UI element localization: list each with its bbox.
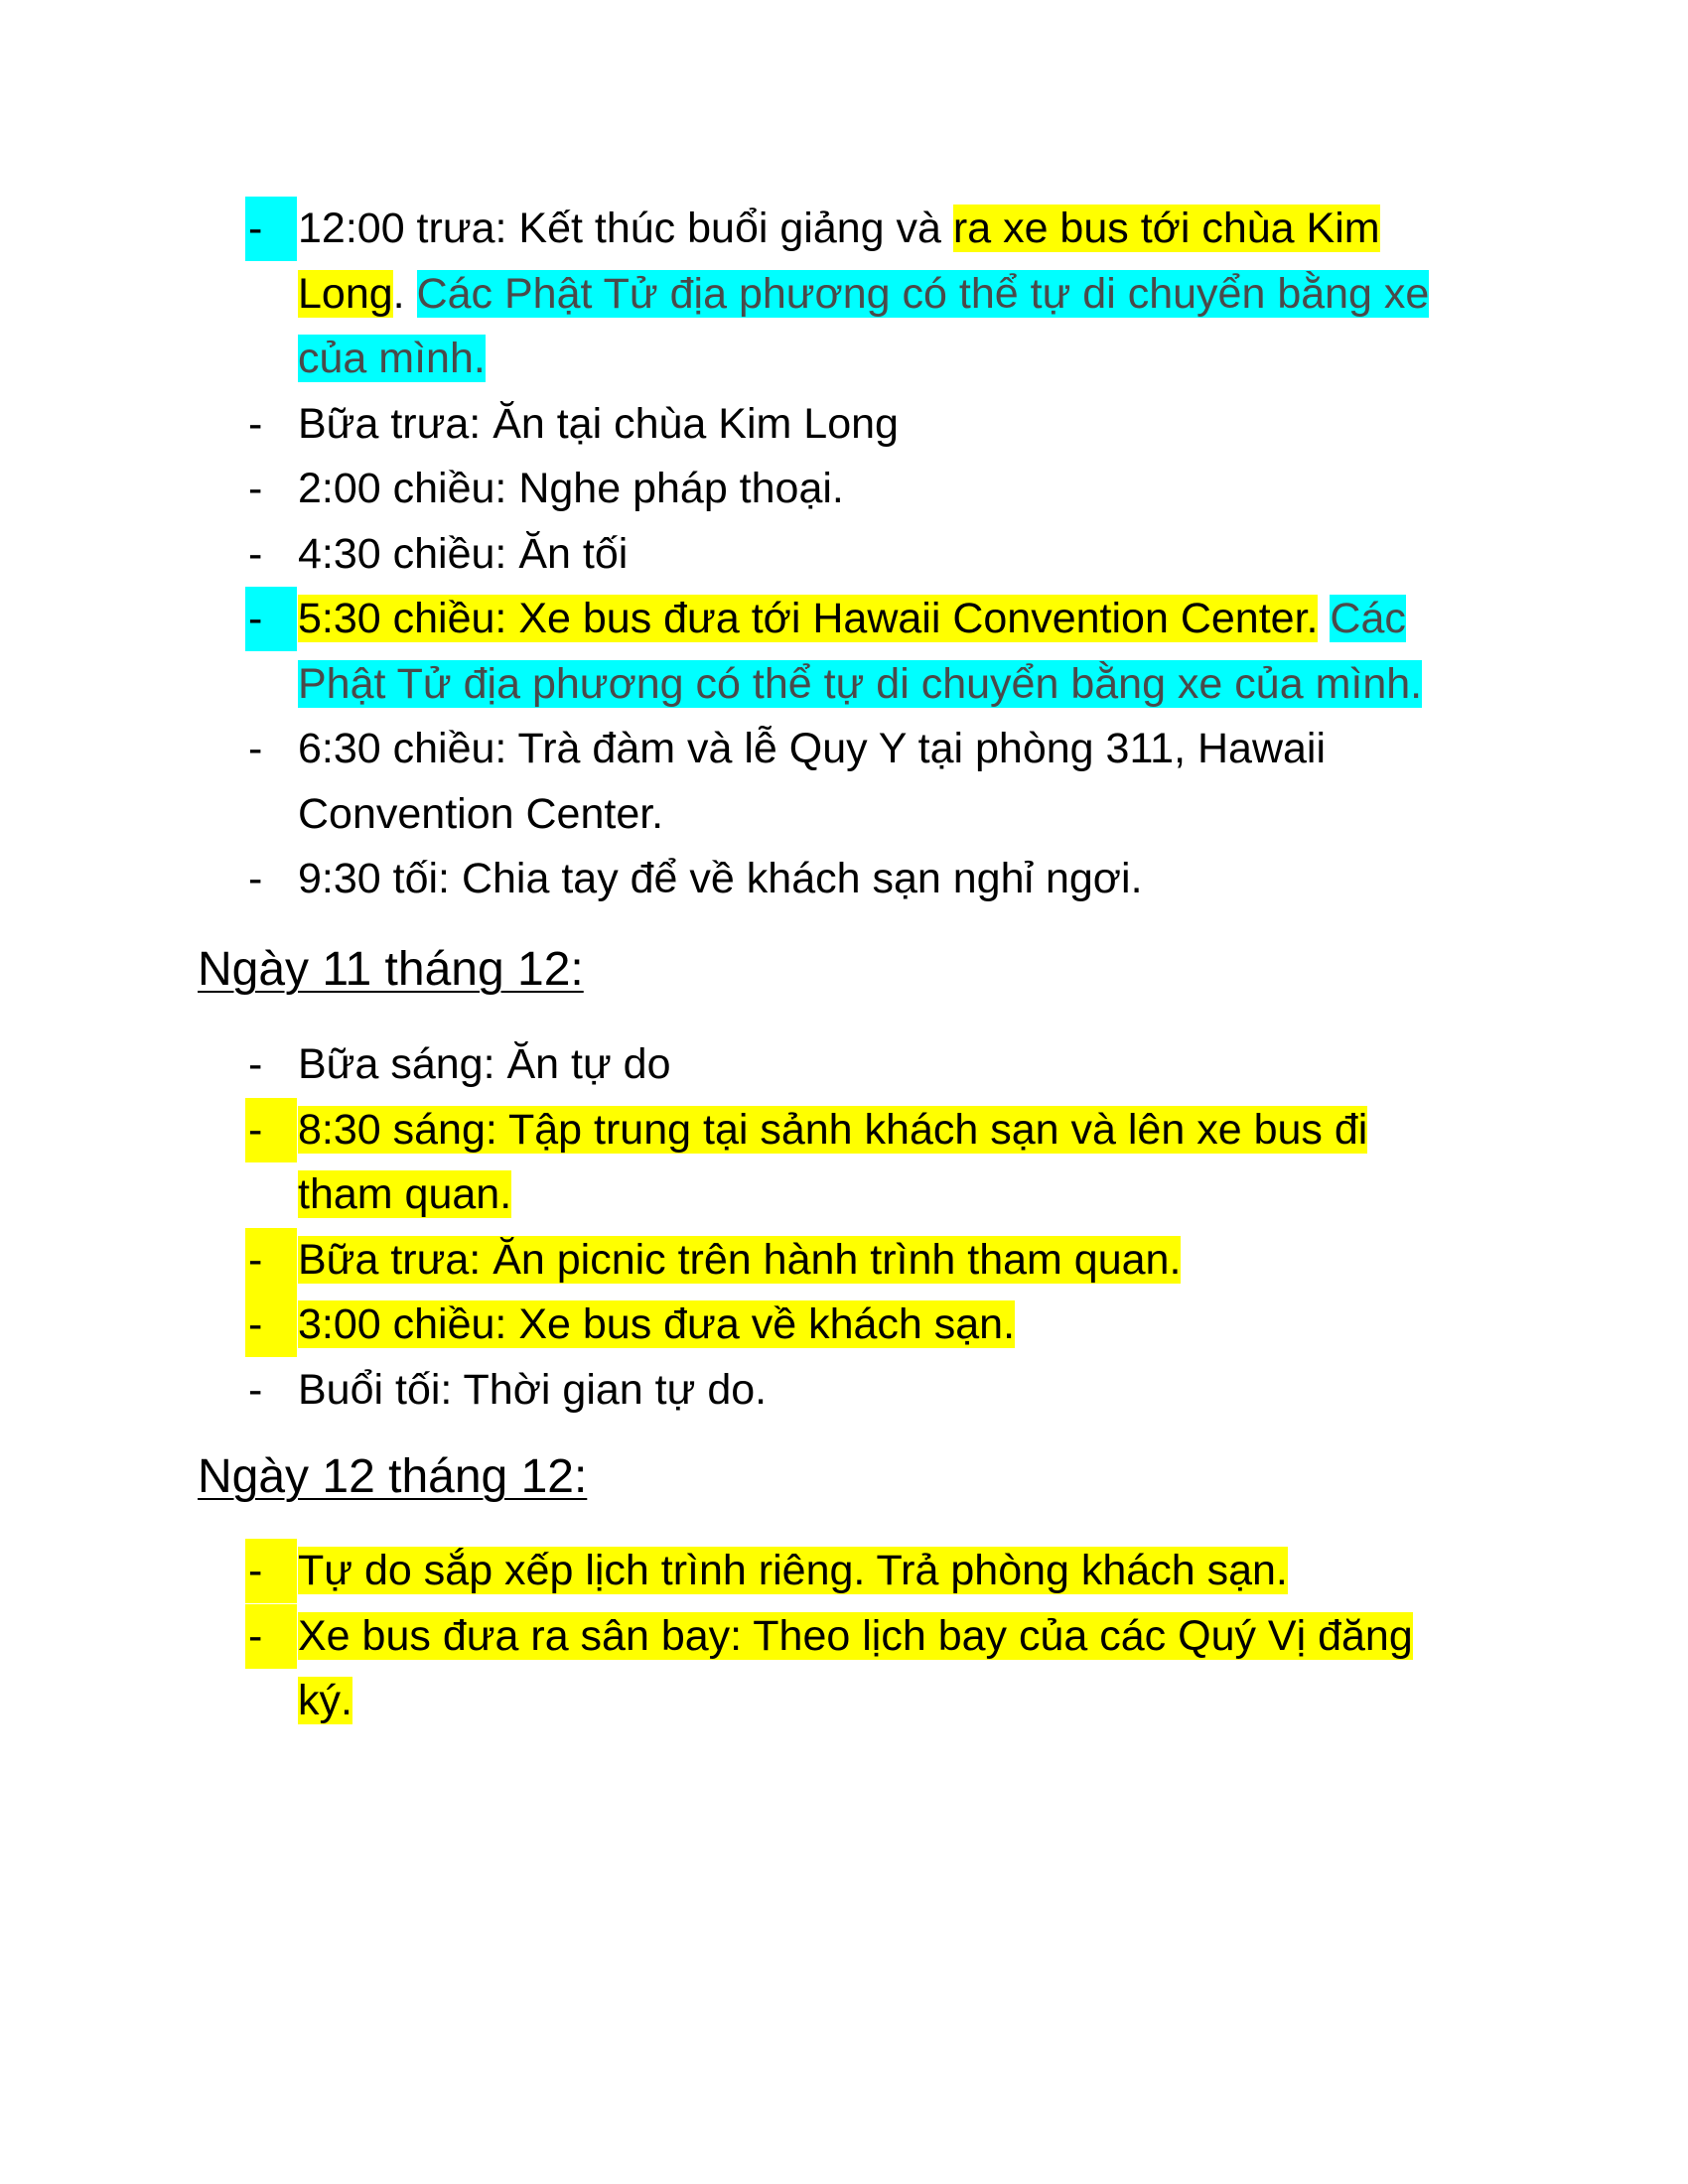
list-dash: - xyxy=(248,855,263,902)
schedule-item-airport xyxy=(0,1604,1470,1734)
schedule-item-picnic xyxy=(0,1228,1470,1294)
item-highlight-yellow: Tự do sắp xếp lịch trình riêng. Trả phòng khách sạn. xyxy=(298,1547,1288,1594)
list-dash: - xyxy=(245,1539,297,1603)
schedule-item-430 xyxy=(0,522,1470,588)
section-heading-dec-12: Ngày 12 tháng 12: xyxy=(198,1450,588,1503)
item-text: Bữa sáng: Ăn tự do xyxy=(298,1040,671,1088)
schedule-item-200 xyxy=(0,457,1470,522)
list-dash: - xyxy=(248,1040,263,1088)
schedule-item-breakfast xyxy=(0,1032,1470,1098)
schedule-list xyxy=(0,197,1688,912)
list-dash: - xyxy=(245,587,297,651)
schedule-item-lunch xyxy=(0,392,1470,458)
schedule-item-1200 xyxy=(0,197,1470,392)
schedule-section-dec-10 xyxy=(0,197,1688,912)
list-dash: - xyxy=(245,197,297,261)
item-highlight-yellow: ra xe bus tới chùa Kim Long xyxy=(298,205,1380,318)
item-text xyxy=(1318,595,1330,642)
item-highlight-cyan: Các Phật Tử địa phương có thể tự di chuyển bằng xe của mình. xyxy=(298,269,1430,382)
item-highlight-cyan: Các Phật Tử địa phương có thể tự di chuyển bằng xe của mình. xyxy=(298,595,1423,708)
schedule-item-630 xyxy=(0,717,1470,847)
item-highlight-yellow: 5:30 chiều: Xe bus đưa tới Hawaii Convention Center. xyxy=(298,595,1319,642)
section-heading-dec-11: Ngày 11 tháng 12: xyxy=(198,943,584,996)
list-dash: - xyxy=(248,725,263,772)
schedule-item-530 xyxy=(0,587,1470,717)
schedule-list xyxy=(0,1032,1688,1423)
schedule-section-dec-12 xyxy=(0,1539,1688,1734)
item-text: 9:30 tối: Chia tay để về khách sạn nghỉ ngơi. xyxy=(298,855,1143,902)
item-text: 4:30 chiều: Ăn tối xyxy=(298,529,629,578)
item-highlight-yellow: 3:00 chiều: Xe bus đưa về khách sạn. xyxy=(298,1300,1016,1348)
schedule-list xyxy=(0,1539,1688,1734)
list-dash: - xyxy=(248,529,263,578)
list-dash: - xyxy=(245,1098,297,1162)
list-dash: - xyxy=(248,465,263,512)
list-dash: - xyxy=(248,1365,263,1414)
item-highlight-yellow: 8:30 sáng: Tập trung tại sảnh khách sạn và lên xe bus đi tham quan. xyxy=(298,1105,1368,1218)
item-text: 6:30 chiều: Trà đàm và lễ Quy Y tại phòng 311, Hawaii Convention Center. xyxy=(298,725,1327,838)
item-text: Bữa trưa: Ăn tại chùa Kim Long xyxy=(298,399,899,448)
list-dash: - xyxy=(248,399,263,448)
schedule-item-830 xyxy=(0,1098,1470,1228)
item-highlight-yellow: Bữa trưa: Ăn picnic trên hành trình tham quan. xyxy=(298,1235,1182,1284)
schedule-section-dec-11 xyxy=(0,1032,1688,1423)
schedule-item-930 xyxy=(0,847,1470,912)
list-dash: - xyxy=(245,1293,297,1357)
list-dash: - xyxy=(245,1228,297,1293)
item-highlight-yellow: Xe bus đưa ra sân bay: Theo lịch bay của các Quý Vị đăng ký. xyxy=(298,1611,1413,1724)
schedule-item-checkout xyxy=(0,1539,1470,1604)
item-text: Buổi tối: Thời gian tự do. xyxy=(298,1365,768,1414)
item-text: . xyxy=(392,269,417,318)
item-text: 12:00 trưa: Kết thúc buổi giảng và xyxy=(298,205,953,252)
item-text: 2:00 chiều: Nghe pháp thoại. xyxy=(298,465,844,512)
list-dash: - xyxy=(245,1604,297,1669)
schedule-item-evening xyxy=(0,1358,1470,1424)
schedule-item-300 xyxy=(0,1293,1470,1358)
